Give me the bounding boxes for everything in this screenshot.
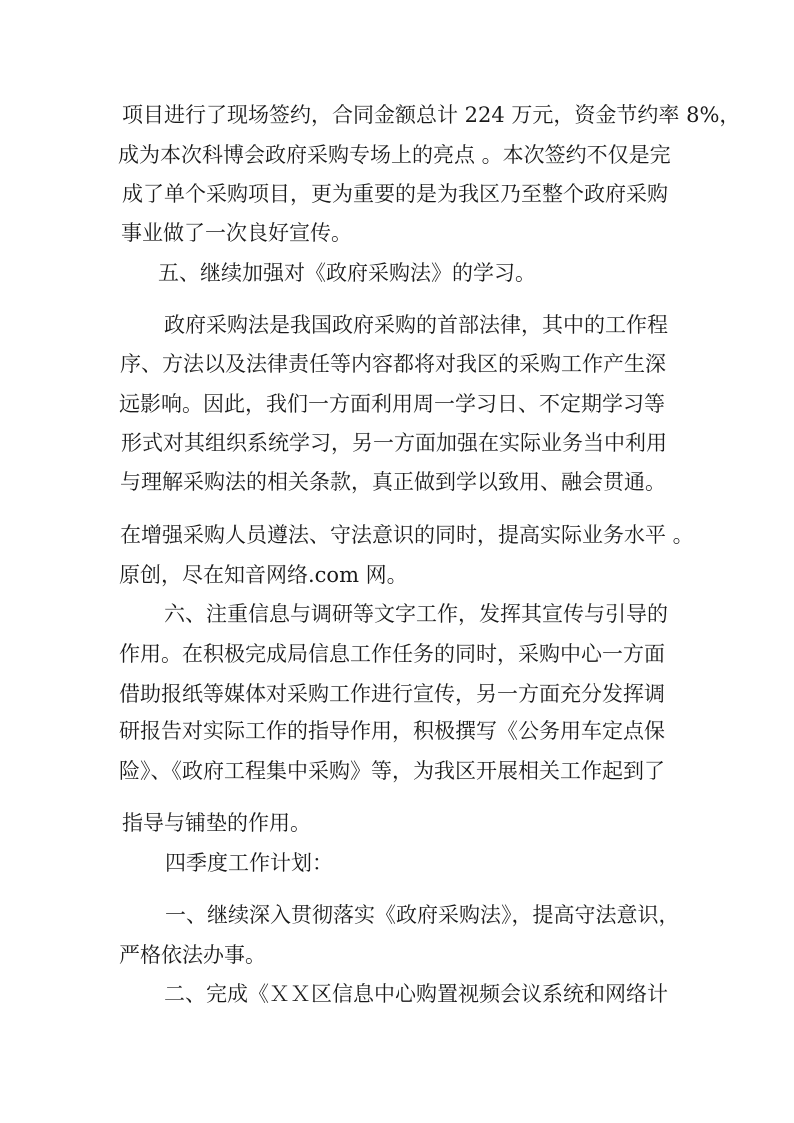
text-line: 指导与铺垫的作用。 bbox=[122, 811, 311, 835]
text-line: 险》、《政府工程集中采购》等，为我区开展相关工作起到了 bbox=[119, 759, 665, 783]
section-heading: 五、继续加强对《政府采购法》的学习。 bbox=[158, 261, 536, 285]
text-line: 二、完成《ＸＸ区信息中心购置视频会议系统和网络计 bbox=[164, 982, 668, 1006]
section-heading: 六、注重信息与调研等文字工作，发挥其宣传与引导的 bbox=[164, 602, 668, 626]
text-line: 事业做了一次良好宣传。 bbox=[121, 221, 352, 245]
text-line: 政府采购法是我国政府采购的首部法律，其中的工作程 bbox=[164, 313, 668, 337]
text-line: 严格依法办事。 bbox=[119, 943, 266, 967]
text-line: 一、继续深入贯彻落实《政府采购法》，提高守法意识， bbox=[165, 903, 680, 927]
text-line: 研报告对实际工作的指导作用，积极撰写《公务用车定点保 bbox=[119, 719, 665, 743]
text-line: 成了单个采购项目，更为重要的是为我区乃至整个政府采购 bbox=[122, 182, 668, 206]
text-line: 序、方法以及法律责任等内容都将对我区的采购工作产生深 bbox=[120, 352, 666, 376]
text-line: 成为本次科博会政府采购专场上的亮点 。本次签约不仅是完 bbox=[118, 143, 671, 167]
section-heading: 四季度工作计划： bbox=[165, 851, 333, 875]
text-line: 项目进行了现场签约，合同金额总计 224 万元，资金节约率 8%， bbox=[122, 103, 741, 127]
text-line: 借助报纸等媒体对采购工作进行宣传，另一方面充分发挥调 bbox=[119, 682, 665, 706]
text-line: 作用。在积极完成局信息工作任务的同时，采购中心一方面 bbox=[119, 642, 665, 666]
text-line: 形式对其组织系统学习，另一方面加强在实际业务当中利用 bbox=[121, 431, 667, 455]
text-line: 远影响。因此，我们一方面利用周一学习日、不定期学习等 bbox=[119, 392, 665, 416]
text-line: 在增强采购人员遵法、守法意识的同时，提高实际业务水平 。 bbox=[120, 523, 694, 547]
text-line: 原创，尽在知音网络.com 网。 bbox=[119, 563, 408, 587]
text-line: 与理解采购法的相关条款，真正做到学以致用、融会贯通。 bbox=[120, 470, 666, 494]
